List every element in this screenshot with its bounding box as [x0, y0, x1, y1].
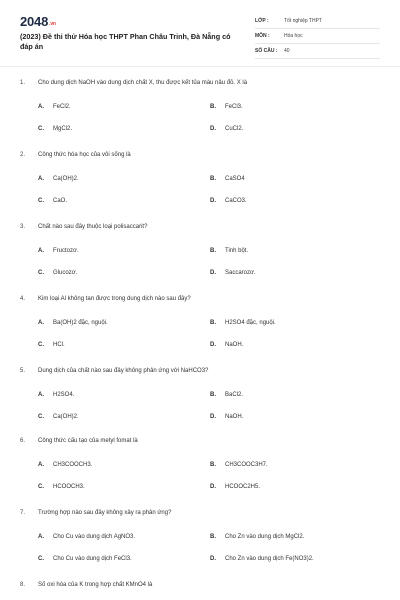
question-number: 4. [20, 296, 26, 302]
option-text: CH3COOCH3. [53, 462, 93, 468]
option-letter: C. [38, 198, 44, 204]
option-text: Cho Zn vào dung dịch MgCl2. [225, 534, 305, 540]
option-text: NaOH. [225, 414, 244, 420]
option-a[interactable] [38, 104, 71, 110]
meta-label: LỚP : [255, 18, 269, 24]
question-text: Cho dung dịch NaOH vào dung dịch chất X, thu được kết tủa màu nâu đỏ. X là [38, 80, 248, 86]
option-text: CaCO3. [225, 198, 247, 204]
option-letter: A. [38, 534, 44, 540]
question-text: Dung dịch của chất nào sau đây không phản ứng với NaHCO3? [38, 368, 209, 374]
option-text: HCOOC2H5. [225, 484, 261, 490]
option-letter: D. [210, 270, 216, 276]
option-letter: C. [38, 126, 44, 132]
option-text: HCl. [53, 342, 65, 348]
option-text: CuCl2. [225, 126, 244, 132]
question-number: 5. [20, 368, 26, 374]
option-d[interactable] [210, 556, 314, 562]
option-text: HCOOCH3. [53, 484, 85, 490]
option-letter: C. [38, 484, 44, 490]
meta-label: MÔN : [255, 33, 270, 39]
option-c[interactable] [38, 198, 67, 204]
option-a[interactable] [38, 248, 79, 254]
option-c[interactable] [38, 126, 72, 132]
question-text: Công thức hóa học của vôi sống là [38, 152, 131, 158]
meta-row-count [255, 44, 380, 59]
option-d[interactable] [210, 484, 260, 490]
option-d[interactable] [210, 270, 256, 276]
question-number: 6. [20, 438, 26, 444]
option-a[interactable] [38, 176, 79, 182]
option-letter: D. [210, 556, 216, 562]
option-letter: B. [210, 248, 216, 254]
question-number: 1. [20, 80, 26, 86]
option-text: FeCl2. [53, 104, 71, 110]
option-text: CaO. [53, 198, 68, 204]
option-text: H2SO4 đặc, nguội. [225, 320, 276, 326]
meta-value: 40 [284, 48, 290, 54]
option-c[interactable] [38, 342, 65, 348]
option-letter: D. [210, 414, 216, 420]
option-letter: D. [210, 342, 216, 348]
option-text: Ca(OH)2. [53, 414, 79, 420]
option-letter: A. [38, 248, 44, 254]
question-number: 8. [20, 582, 26, 588]
meta-row-class [255, 14, 380, 29]
question-number: 7. [20, 510, 26, 516]
meta-value: Tốt nghiệp THPT [284, 18, 322, 24]
option-letter: B. [210, 392, 216, 398]
option-letter: D. [210, 126, 216, 132]
option-text: FeCl3. [225, 104, 243, 110]
header-divider [0, 66, 400, 67]
meta-value: Hóa học [284, 33, 303, 39]
question-text: Công thức cấu tạo của metyl fomat là [38, 438, 138, 444]
option-d[interactable] [210, 414, 243, 420]
option-b[interactable] [210, 534, 304, 540]
option-d[interactable] [210, 126, 243, 132]
exam-meta [255, 14, 380, 59]
option-b[interactable] [210, 320, 276, 326]
option-c[interactable] [38, 414, 79, 420]
option-letter: C. [38, 342, 44, 348]
option-letter: D. [210, 484, 216, 490]
option-text: Cho Zn vào dung dịch Fe(NO3)2. [225, 556, 314, 562]
page-header [0, 0, 400, 62]
option-letter: C. [38, 414, 44, 420]
option-text: Tinh bột. [225, 248, 249, 254]
option-d[interactable] [210, 198, 247, 204]
option-text: Ca(OH)2. [53, 176, 79, 182]
option-letter: B. [210, 462, 216, 468]
question-text: Chất nào sau đây thuộc loại polisaccarit? [38, 224, 148, 230]
option-letter: B. [210, 176, 216, 182]
question-number: 2. [20, 152, 26, 158]
option-letter: B. [210, 104, 216, 110]
option-text: MgCl2. [53, 126, 73, 132]
question-text: Trường hợp nào sau đây không xảy ra phản ứng? [38, 510, 172, 516]
option-letter: A. [38, 320, 44, 326]
meta-label: SỐ CÂU : [255, 48, 278, 54]
option-letter: A. [38, 104, 44, 110]
option-b[interactable] [210, 248, 248, 254]
exam-title: (2023) Đề thi thử Hóa học THPT Phan Châu Trinh, Đà Nẵng có đáp án [20, 32, 231, 51]
option-text: Glucozơ. [53, 270, 78, 276]
logo-suffix: .vn [49, 21, 56, 27]
option-text: NaOH. [225, 342, 244, 348]
option-d[interactable] [210, 342, 243, 348]
option-letter: A. [38, 176, 44, 182]
option-c[interactable] [38, 556, 132, 562]
option-b[interactable] [210, 104, 243, 110]
option-text: Saccarozơ. [225, 270, 256, 276]
option-a[interactable] [38, 534, 135, 540]
option-text: Cho Cu vào dung dịch FeCl3. [53, 556, 132, 562]
option-text: BaCl2. [225, 392, 244, 398]
option-letter: B. [210, 534, 216, 540]
option-text: CH3COOC3H7. [225, 462, 268, 468]
question-number: 3. [20, 224, 26, 230]
option-letter: C. [38, 556, 44, 562]
option-text: H2SO4. [53, 392, 75, 398]
option-b[interactable] [210, 392, 243, 398]
option-c[interactable] [38, 270, 77, 276]
site-logo[interactable] [20, 14, 56, 29]
option-letter: D. [210, 198, 216, 204]
option-text: Ba(OH)2 đặc, nguội. [53, 320, 108, 326]
question-text: Kim loại Al không tan được trong dung dịch nào sau đây? [38, 296, 191, 302]
option-letter: A. [38, 462, 44, 468]
option-text: CaSO4 [225, 176, 245, 182]
option-a[interactable] [38, 462, 92, 468]
option-text: Cho Cu vào dung dịch AgNO3. [53, 534, 136, 540]
question-text: Số oxi hóa của K trong hợp chất KMnO4 là [38, 582, 153, 588]
option-b[interactable] [210, 462, 268, 468]
option-letter: B. [210, 320, 216, 326]
option-letter: A. [38, 392, 44, 398]
logo-text: 2048 [20, 14, 49, 29]
meta-row-subject [255, 29, 380, 44]
option-b[interactable] [210, 176, 245, 182]
option-letter: C. [38, 270, 44, 276]
option-a[interactable] [38, 320, 108, 326]
option-text: Fructozơ. [53, 248, 79, 254]
option-a[interactable] [38, 392, 74, 398]
option-c[interactable] [38, 484, 85, 490]
